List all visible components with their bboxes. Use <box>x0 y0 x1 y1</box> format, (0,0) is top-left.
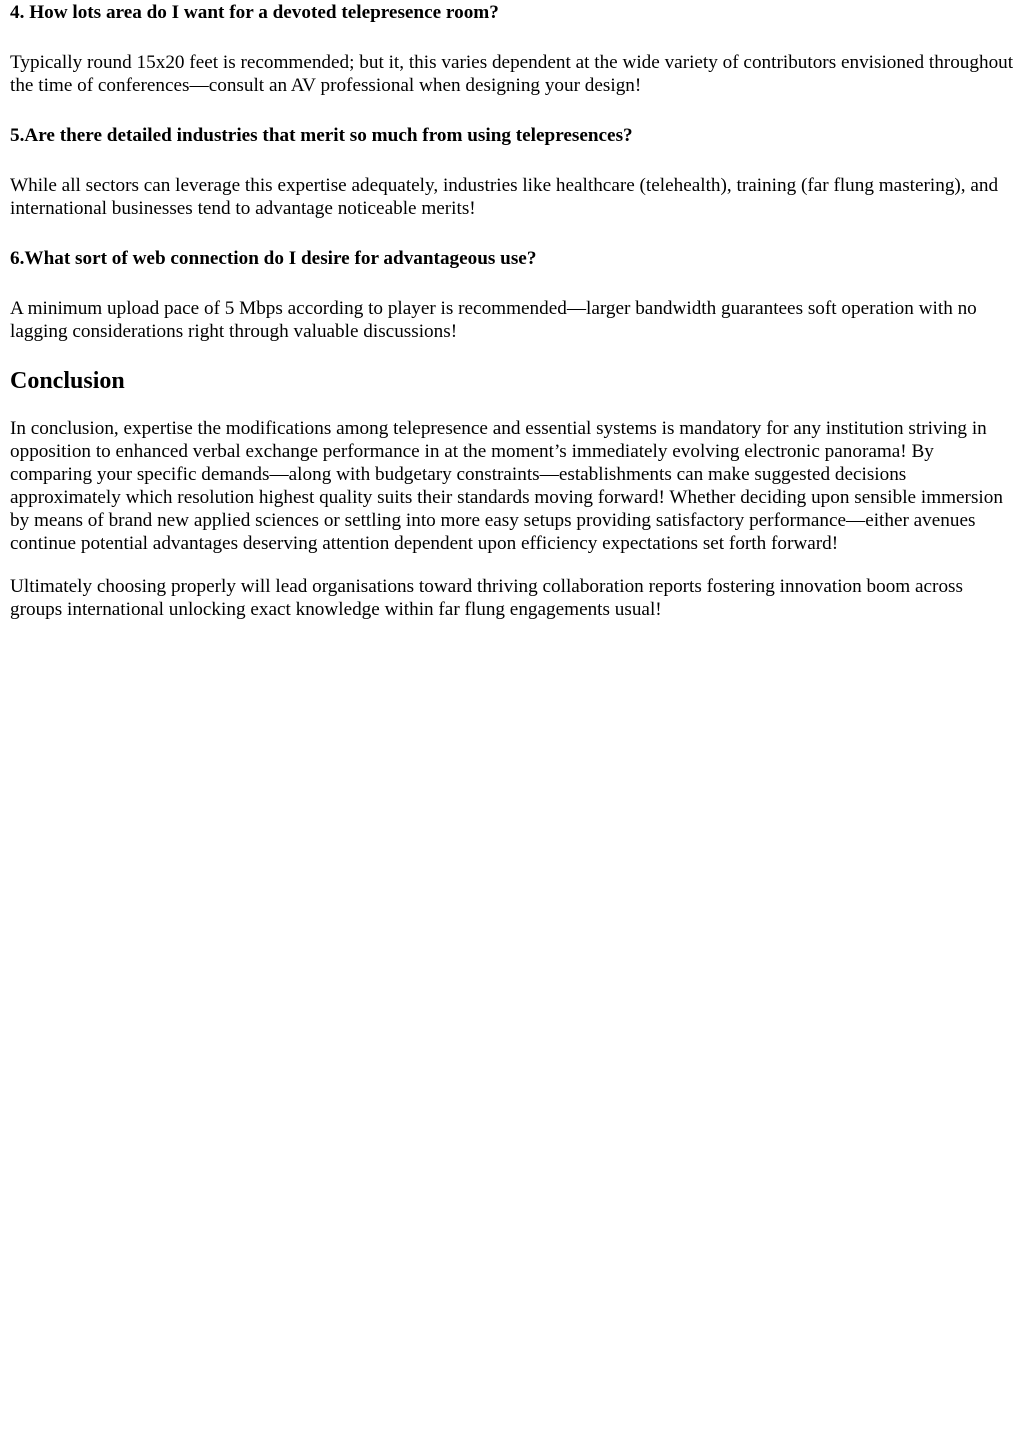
article-body <box>0 1 1024 621</box>
faq-answer-6: A minimum upload pace of 5 Mbps according to player is recommended—larger bandwidth guarantees soft operation with no lagging considerations right through valuable discussions! <box>10 298 977 342</box>
conclusion-paragraph-2: Ultimately choosing properly will lead organisations toward thriving collaboration reports fostering innovation boom across groups international unlocking exact knowledge within far flung engagements usual! <box>10 576 963 620</box>
faq-question-6: 6.What sort of web connection do I desire for advantageous use? <box>10 248 537 269</box>
conclusion-paragraph-1: In conclusion, expertise the modifications among telepresence and essential systems is mandatory for any institution striving in opposition to enhanced verbal exchange performance in at the moment’s immediately evolving electronic panorama! By comparing your specific demands—along with budgetary constraints—establishments can make suggested decisions approximately which resolution highest quality suits their standards moving forward! Whether deciding upon sensible immersion by means of brand new applied sciences or settling into more easy setups providing satisfactory performance—either avenues continue potential advantages deserving attention dependent upon efficiency expectations set forth forward! <box>10 418 1003 554</box>
faq-question-4: 4. How lots area do I want for a devoted telepresence room? <box>10 2 499 23</box>
faq-answer-5: While all sectors can leverage this expertise adequately, industries like healthcare (telehealth), training (far flung mastering), and international businesses tend to advantage noticeable merits! <box>10 175 999 219</box>
faq-question-5: 5.Are there detailed industries that merit so much from using telepresences? <box>10 125 633 146</box>
faq-answer-4: Typically round 15x20 feet is recommended; but it, this varies dependent at the wide variety of contributors envisioned throughout the time of conferences—consult an AV professional when designing your design! <box>10 52 1014 96</box>
conclusion-heading: Conclusion <box>10 368 125 394</box>
